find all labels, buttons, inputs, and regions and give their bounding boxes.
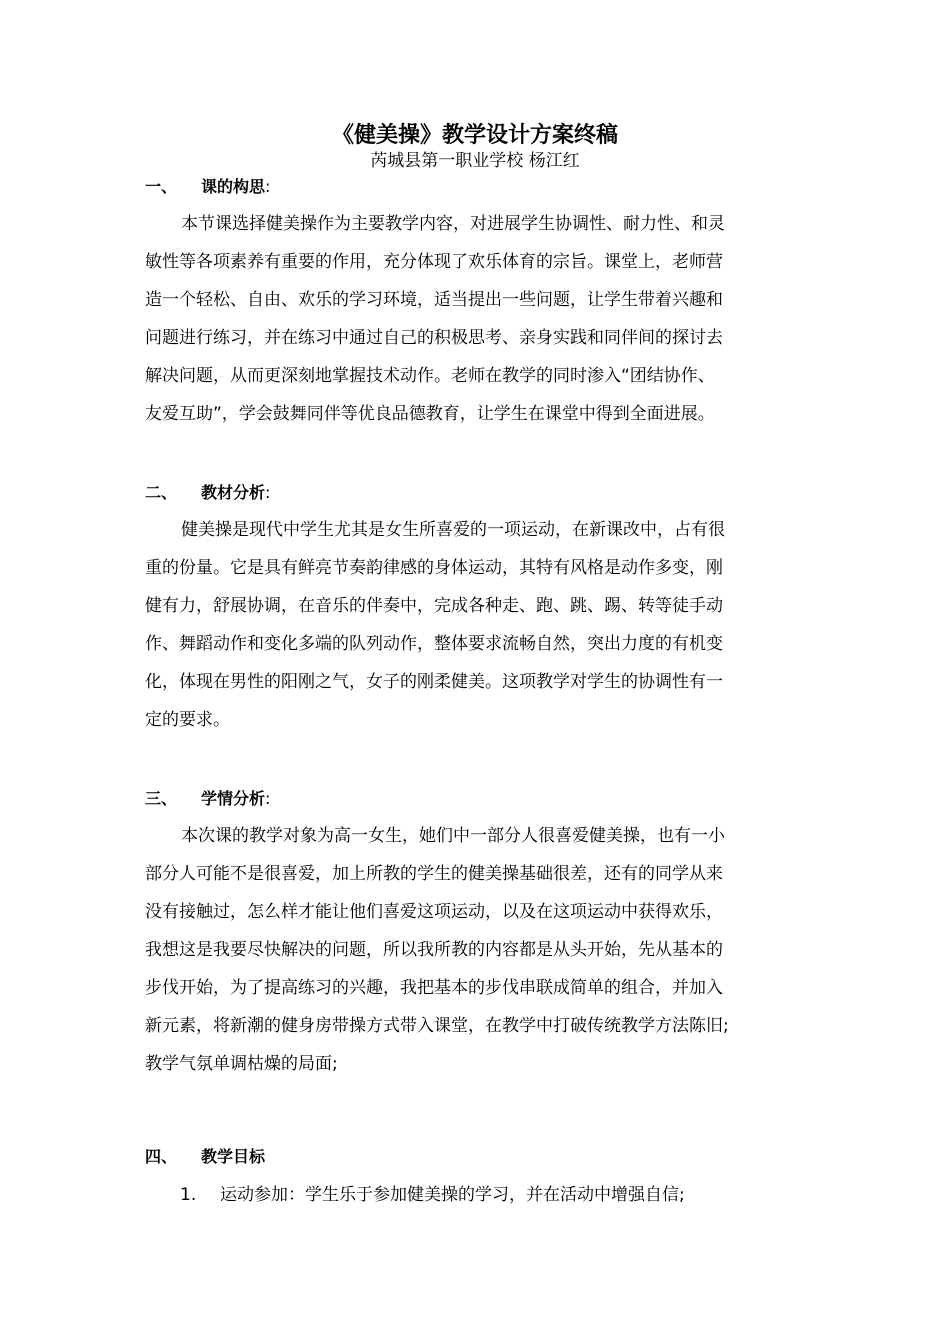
section-title: 课的构思 — [201, 177, 266, 196]
paragraph-line: 部分人可能不是很喜爱，加上所教的学生的健美操基础很差，还有的同学从来 — [145, 864, 723, 884]
paragraph-line: 我想这是我要尽快解决的问题，所以我所教的内容都是从头开始，先从基本的 — [145, 940, 723, 960]
section-title: 学情分析 — [201, 789, 266, 808]
paragraph-line: 敏性等各项素养有重要的作用，充分体现了欢乐体育的宗旨。课堂上，老师营 — [145, 252, 723, 272]
paragraph-line: 友爱互助”，学会鼓舞同伴等优良品德教育，让学生在课堂中得到全面进展。 — [145, 404, 715, 424]
paragraph-line: 健美操是现代中学生尤其是女生所喜爱的一项运动，在新课改中，占有很 — [181, 520, 725, 540]
paragraph-line: 本次课的教学对象为高一女生，她们中一部分人很喜爱健美操，也有一小 — [181, 826, 725, 846]
section-number: 二、 — [145, 483, 178, 502]
paragraph-line: 作、舞蹈动作和变化多端的队列动作，整体要求流畅自然，突出力度的有机变 — [145, 634, 723, 654]
goal-item-1 — [180, 1180, 685, 1210]
section-colon: : — [265, 483, 271, 502]
section-paragraph-3 — [145, 817, 815, 1083]
section-number: 一、 — [145, 177, 178, 196]
section-heading-4 — [145, 1145, 265, 1169]
section-title: 教材分析 — [201, 483, 266, 502]
paragraph-line: 重的份量。它是具有鲜亮节奏韵律感的身体运动，其特有风格是动作多变，刚 — [145, 558, 723, 578]
section-title: 教学目标 — [201, 1147, 266, 1166]
section-number: 三、 — [145, 789, 178, 808]
page-title: 《健美操》教学设计方案终稿 — [331, 122, 618, 148]
section-colon: : — [265, 789, 271, 808]
paragraph-line: 步伐开始，为了提高练习的兴趣，我把基本的步伐串联成简单的组合，并加入 — [145, 978, 723, 998]
paragraph-line: 化，体现在男性的阳刚之气，女子的刚柔健美。这项教学对学生的协调性有一 — [145, 672, 723, 692]
section-heading-1 — [145, 175, 270, 199]
paragraph-line: 本节课选择健美操作为主要教学内容，对进展学生协调性、耐力性、和灵 — [181, 214, 725, 234]
section-paragraph-1 — [145, 205, 815, 433]
paragraph-line: 新元素，将新潮的健身房带操方式带入课堂，在教学中打破传统教学方法陈旧; — [145, 1016, 729, 1036]
paragraph-line: 没有接触过，怎么样才能让他们喜爱这项运动，以及在这项运动中获得欢乐， — [145, 902, 723, 922]
goal-number: 1. — [180, 1185, 197, 1205]
section-paragraph-2 — [145, 511, 815, 739]
goal-text: 运动参加：学生乐于参加健美操的学习，并在活动中增强自信; — [220, 1185, 685, 1205]
paragraph-line: 健有力，舒展协调，在音乐的伴奏中，完成各种走、跑、跳、踢、转等徒手动 — [145, 596, 723, 616]
paragraph-line: 教学气氛单调枯燥的局面; — [145, 1054, 338, 1074]
author-line: 芮城县第一职业学校 杨江红 — [370, 151, 580, 171]
paragraph-line: 造一个轻松、自由、欢乐的学习环境，适当提出一些问题，让学生带着兴趣和 — [145, 290, 723, 310]
section-heading-2 — [145, 481, 270, 505]
paragraph-line: 定的要求。 — [145, 710, 230, 730]
section-number: 四、 — [145, 1147, 178, 1166]
paragraph-line: 问题进行练习，并在练习中通过自己的积极思考、亲身实践和同伴间的探讨去 — [145, 328, 723, 348]
section-colon: : — [265, 177, 271, 196]
section-heading-3 — [145, 787, 270, 811]
paragraph-line: 解决问题，从而更深刻地掌握技术动作。老师在教学的同时渗入“团结协作、 — [145, 366, 715, 386]
